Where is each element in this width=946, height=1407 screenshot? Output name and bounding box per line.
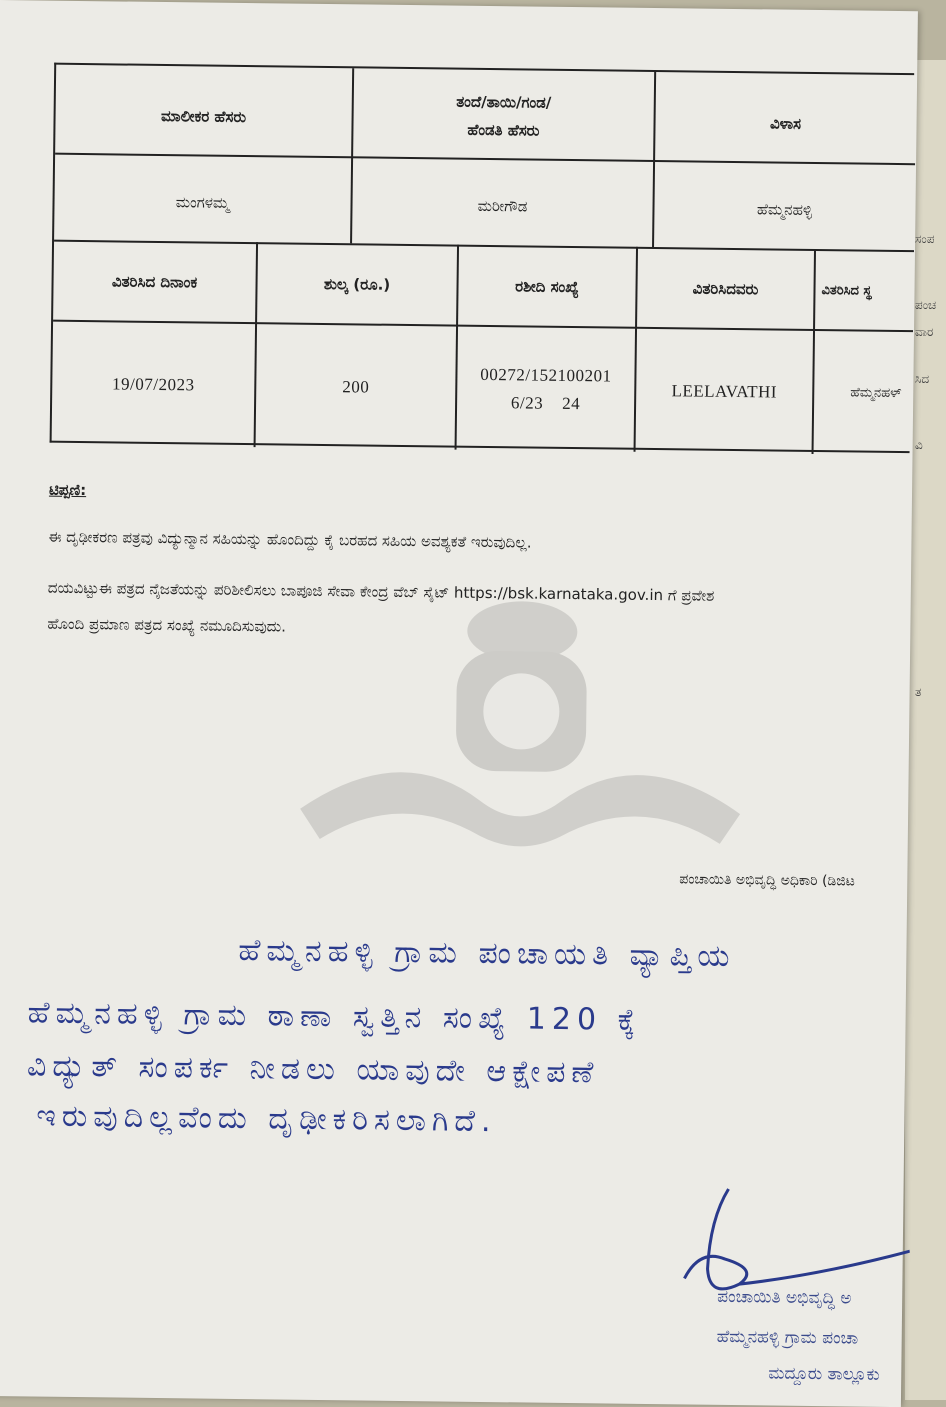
header-relation-line2: ಹೆಂಡತಿ ಹೆಸರು bbox=[467, 120, 540, 140]
stamp-line-3: ಮದ್ದೂರು ತಾಲ್ಲೂಕು bbox=[768, 1363, 880, 1385]
receipt-no-line1: 00272/152100201 bbox=[480, 364, 612, 385]
issue-date-value: 19/07/2023 bbox=[111, 373, 195, 394]
karnataka-emblem-watermark bbox=[279, 588, 763, 894]
officer-title: ಪಂಚಾಯಿತಿ ಅಭಿವೃದ್ಧಿ ಅಧಿಕಾರಿ (ಡಿಜಿಟ bbox=[679, 871, 855, 890]
header-issued-place: ವಿತರಿಸಿದ ಸ್ಥ bbox=[821, 282, 872, 299]
underlying-text: ವಾರ bbox=[915, 325, 934, 339]
owner-name-value: ಮಂಗಳಮ್ಮ bbox=[175, 193, 230, 212]
underlying-text: ವಿ bbox=[915, 438, 923, 452]
header-fee: ಶುಲ್ಕ (ರೂ.) bbox=[323, 274, 391, 294]
underlying-text: ಸಿದ bbox=[915, 372, 930, 386]
handwritten-line-2: ಹೆಮ್ಮನಹಳ್ಳಿ ಗ್ರಾಮ ಠಾಣಾ ಸ್ವತ್ತಿನ ಸಂಖ್ಯೆ 120 ಕ್ಕೆ bbox=[27, 995, 642, 1038]
remarks-heading: ಟಿಪ್ಪಣಿ: bbox=[48, 480, 87, 500]
relation-value: ಮರೀಗೌಡ bbox=[477, 196, 528, 216]
header-issue-date: ವಿತರಿಸಿದ ದಿನಾಂಕ bbox=[111, 272, 198, 292]
signature bbox=[679, 1178, 911, 1331]
header-issued-by: ವಿತರಿಸಿದವರು bbox=[692, 279, 759, 299]
header-address: ವಿಳಾಸ bbox=[769, 114, 802, 133]
header-owner-name: ಮಾಲೀಕರ ಹೆಸರು bbox=[160, 106, 247, 127]
stamp-line-2: ಹೆಮ್ಮನಹಳ್ಳಿ ಗ್ರಾಮ ಪಂಚಾ bbox=[716, 1326, 859, 1349]
fee-value: 200 bbox=[342, 376, 370, 397]
address-value: ಹೆಮ್ಮನಹಳ್ಳಿ bbox=[756, 200, 813, 219]
handwritten-line-1: ಹೆಮ್ಮನಹಳ್ಳಿ ಗ್ರಾಮ ಪಂಚಾಯತಿ ವ್ಯಾಪ್ತಿಯ bbox=[238, 932, 736, 975]
header-receipt-no: ರಶೀದಿ ಸಂಖ್ಯೆ bbox=[515, 277, 579, 297]
issued-place-value: ಹೆಮ್ಮನಹಳ್ bbox=[850, 385, 902, 402]
header-relation-line1: ತಂದೆ/ತಾಯಿ/ಗಂಡ/ bbox=[456, 92, 552, 112]
handwritten-line-3: ವಿದ್ಯುತ್ ಸಂಪರ್ಕ ನೀಡಲು ಯಾವುದೇ ಆಕ್ಷೇಪಣೆ bbox=[26, 1048, 600, 1091]
issued-by-value: LEELAVATHI bbox=[671, 380, 778, 402]
receipt-no-value bbox=[457, 327, 635, 452]
receipt-no-line2: 6/23 24 bbox=[510, 392, 581, 413]
stamp-line-1: ಪಂಚಾಯಿತಿ ಅಭಿವೃದ್ಧಿ ಅ bbox=[717, 1286, 852, 1309]
remarks-line-2: ದಯವಿಟ್ಟುಈ ಪತ್ರದ ನೈಜತೆಯನ್ನು ಪರಿಶೀಲಿಸಲು ಬಾಪೂಜಿ ಸೇವಾ ಕೇಂದ್ರ ವೆಬ್ ಸೈಟ್ https://bsk.karnataka.gov.in ಗೆ ಪ್ರವೇಶ bbox=[47, 578, 715, 605]
underlying-text: ಪಂಚ bbox=[915, 298, 937, 312]
remarks-line-1: ಈ ದೃಢೀಕರಣ ಪತ್ರವು ವಿದ್ಯುನ್ಮಾನ ಸಹಿಯನ್ನು ಹೊಂದಿದ್ದು ಕೈ ಬರಹದ ಸಹಿಯ ಅವಶ್ಯಕತೆ ಇರುವುದಿಲ್ಲ. bbox=[48, 527, 532, 552]
certificate-table bbox=[50, 63, 915, 453]
header-relation bbox=[353, 76, 654, 156]
underlying-text: ಸಂಪ bbox=[915, 232, 935, 246]
underlying-text: ತ bbox=[915, 685, 922, 699]
remarks-line-3: ಹೊಂದಿ ಪ್ರಮಾಣ ಪತ್ರದ ಸಂಖ್ಯೆ ನಮೂದಿಸುವುದು. bbox=[47, 614, 287, 636]
handwritten-line-4: ಇರುವುದಿಲ್ಲವೆಂದು ದೃಢೀಕರಿಸಲಾಗಿದೆ. bbox=[36, 1098, 497, 1140]
